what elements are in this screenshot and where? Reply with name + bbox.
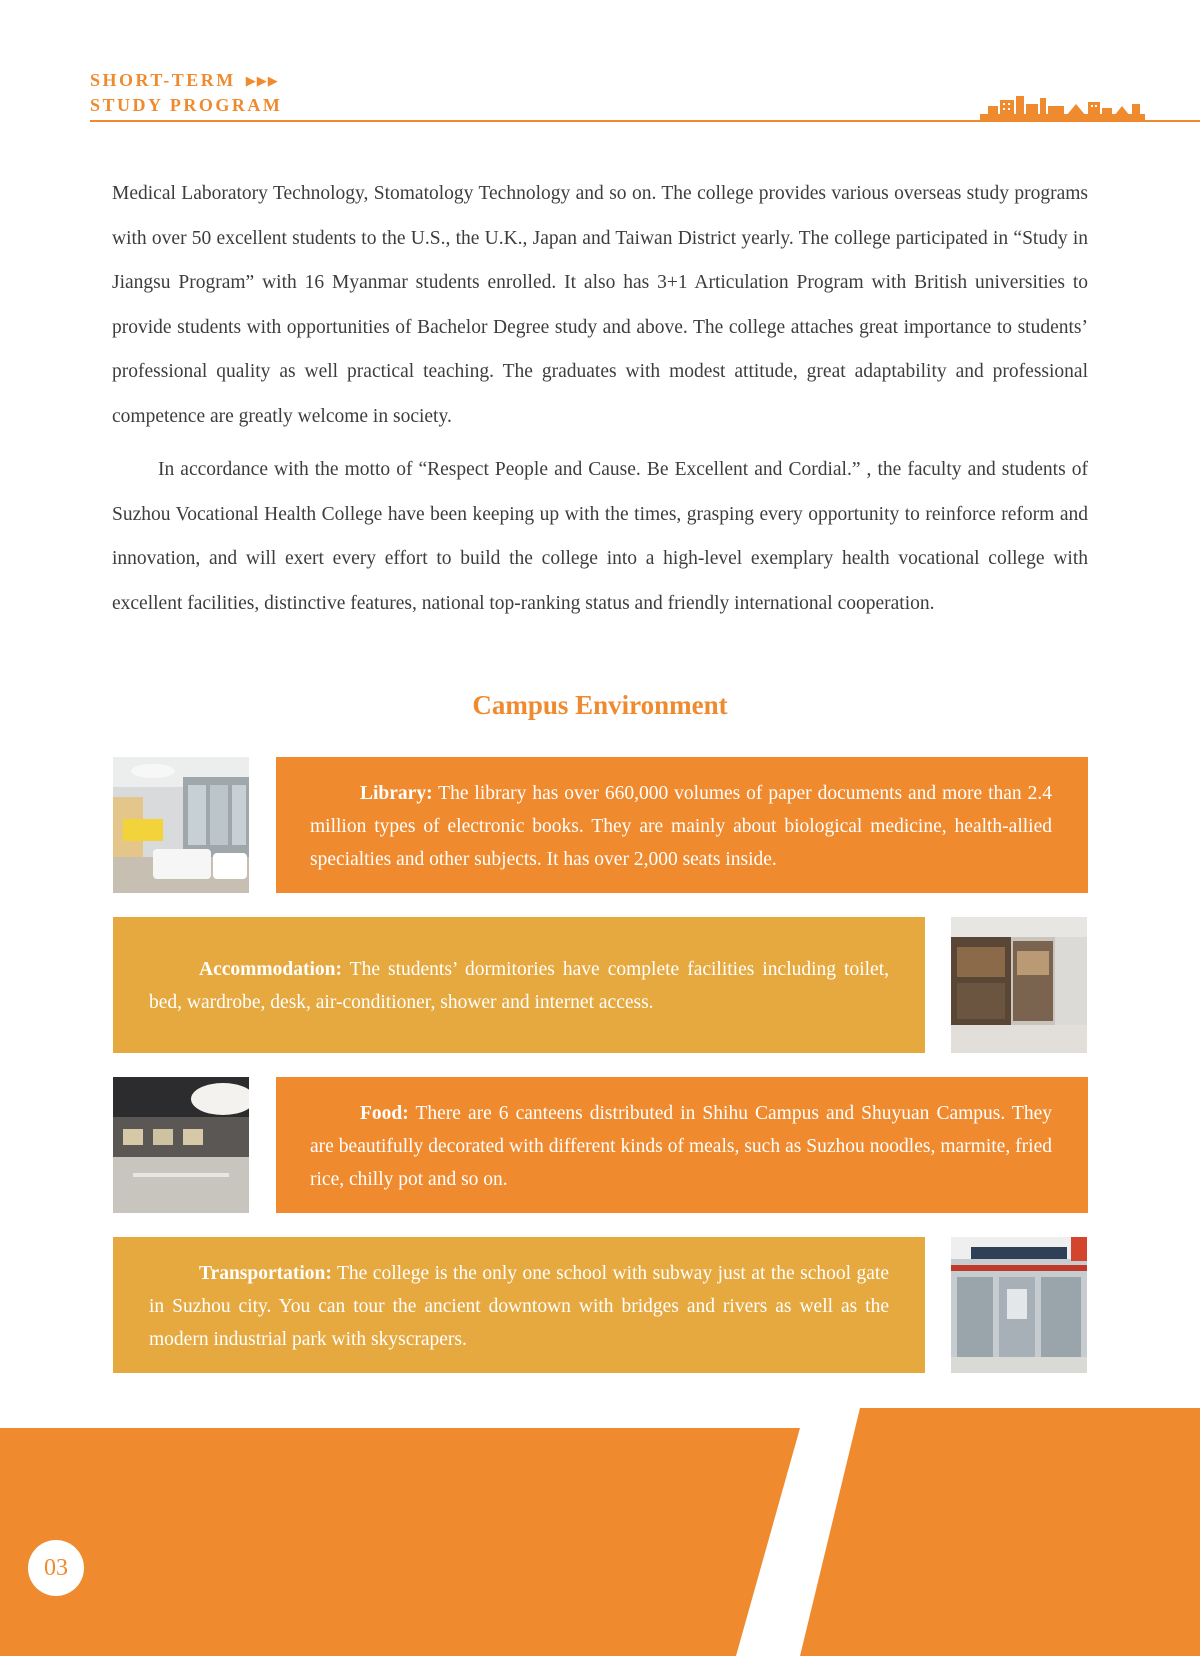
dormitory-photo bbox=[951, 917, 1087, 1053]
triple-arrow-icon: ▶▶▶ bbox=[245, 73, 279, 88]
transportation-text bbox=[149, 1257, 889, 1356]
canteen-photo bbox=[113, 1077, 249, 1213]
section-title: Campus Environment bbox=[472, 690, 728, 720]
header-title bbox=[90, 68, 282, 117]
footer-band-right bbox=[800, 1408, 1200, 1656]
accommodation-text bbox=[149, 953, 889, 1019]
food-text bbox=[310, 1097, 1052, 1196]
city-skyline-icon bbox=[980, 92, 1145, 122]
transportation-card bbox=[113, 1237, 925, 1373]
library-label: Library: bbox=[360, 783, 433, 804]
food-description: There are 6 canteens distributed in Shihu Campus and Shuyuan Campus. They are beautifully decorated with different kinds of meals, such as Suzhou noodles, marmite, fried rice, chilly pot and so on. bbox=[310, 1103, 1052, 1190]
library-photo bbox=[113, 757, 249, 893]
food-label: Food: bbox=[360, 1103, 409, 1124]
paragraph-2: In accordance with the motto of “Respect People and Cause. Be Excellent and Cordial.” , the faculty and students of Suzhou Vocational Health College have been keeping up with the times, grasping every opportunity to reinforce reform and innovation, and will exert every effort to build the college into a high-level exemplary health vocational college with excellent facilities, distinctive features, national top-ranking status and friendly international cooperation. bbox=[112, 459, 1088, 614]
food-card bbox=[276, 1077, 1088, 1213]
transportation-label: Transportation: bbox=[199, 1263, 332, 1284]
subway-station-photo bbox=[951, 1237, 1087, 1373]
body-text bbox=[112, 172, 1088, 626]
library-description: The library has over 660,000 volumes of paper documents and more than 2.4 million types of electronic books. They are mainly about biological medicine, health-allied specialties and other subjects. It has over 2,000 seats inside. bbox=[310, 783, 1052, 870]
header-line1: SHORT-TERM bbox=[90, 70, 236, 90]
accommodation-label: Accommodation: bbox=[199, 959, 342, 980]
library-card bbox=[276, 757, 1088, 893]
header-line2: STUDY PROGRAM bbox=[90, 95, 283, 115]
paragraph-1: Medical Laboratory Technology, Stomatology Technology and so on. The college provides various overseas study programs with over 50 excellent students to the U.S., the U.K., Japan and Taiwan District yearly. The college participated in “Study in Jiangsu Program” with 16 Myanmar students enrolled. It also has 3+1 Articulation Program with British universities to provide students with opportunities of Bachelor Degree study and above. The college attaches great importance to students’ professional quality as well practical teaching. The graduates with modest attitude, great adaptability and professional competence are greatly welcome in society. bbox=[112, 183, 1088, 427]
accommodation-card bbox=[113, 917, 925, 1053]
accommodation-description: The students’ dormitories have complete facilities including toilet, bed, wardrobe, desk, air-conditioner, shower and internet access. bbox=[149, 959, 889, 1013]
footer-band-left bbox=[0, 1428, 800, 1656]
library-text bbox=[310, 777, 1052, 876]
transportation-description: The college is the only one school with subway just at the school gate in Suzhou city. You can tour the ancient downtown with bridges and rivers as well as the modern industrial park with skyscrapers. bbox=[149, 1263, 889, 1350]
page-number: 03 bbox=[28, 1540, 84, 1596]
header-divider bbox=[90, 120, 1200, 122]
